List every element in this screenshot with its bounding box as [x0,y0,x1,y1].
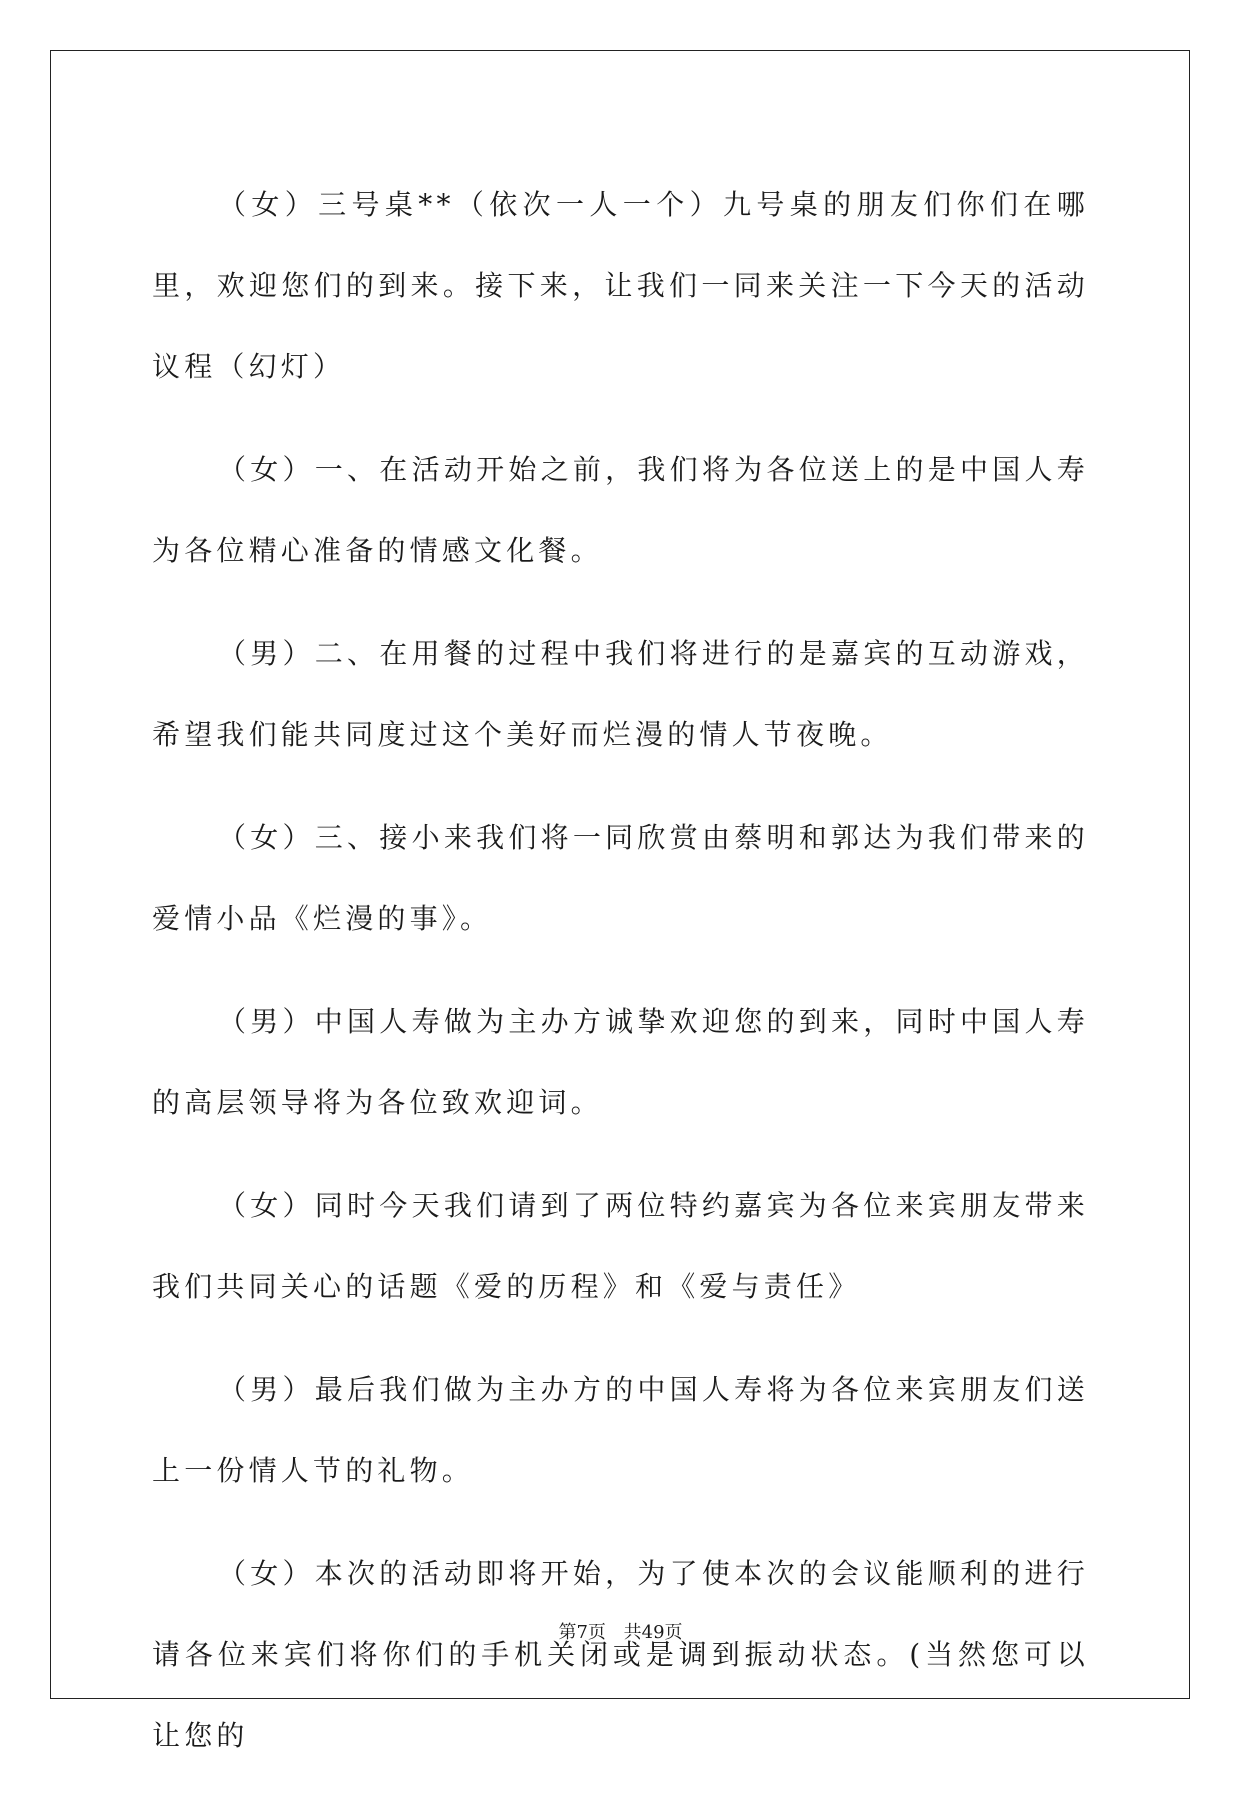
page-footer [0,1618,1241,1644]
paragraph-1: （女）三号桌**（依次一人一个）九号桌的朋友们你们在哪里，欢迎您们的到来。接下来，让我们一同来关注一下今天的活动议程（幻灯） [152,188,1089,383]
paragraph-5: （男）中国人寿做为主办方诚挚欢迎您的到来，同时中国人寿的高层领导将为各位致欢迎词。 [152,1005,1089,1119]
paragraph-4: （女）三、接小来我们将一同欣赏由蔡明和郭达为我们带来的爱情小品《烂漫的事》。 [152,821,1089,935]
document-body [152,164,1089,1798]
page-total: 共49页 [623,1622,683,1643]
paragraph-8: （女）本次的活动即将开始，为了使本次的会议能顺利的进行请各位来宾们将你们的手机关闭或是调到振动状态。(当然您可以让您的 [152,1557,1089,1752]
paragraph-7: （男）最后我们做为主办方的中国人寿将为各位来宾朋友们送上一份情人节的礼物。 [152,1373,1089,1487]
page-number: 第7页 [558,1622,606,1643]
paragraph-3: （男）二、在用餐的过程中我们将进行的是嘉宾的互动游戏，希望我们能共同度过这个美好而烂漫的情人节夜晚。 [152,637,1089,751]
paragraph-6: （女）同时今天我们请到了两位特约嘉宾为各位来宾朋友带来我们共同关心的话题《爱的历程》和《爱与责任》 [152,1189,1089,1303]
paragraph-2: （女）一、在活动开始之前，我们将为各位送上的是中国人寿为各位精心准备的情感文化餐。 [152,453,1089,567]
